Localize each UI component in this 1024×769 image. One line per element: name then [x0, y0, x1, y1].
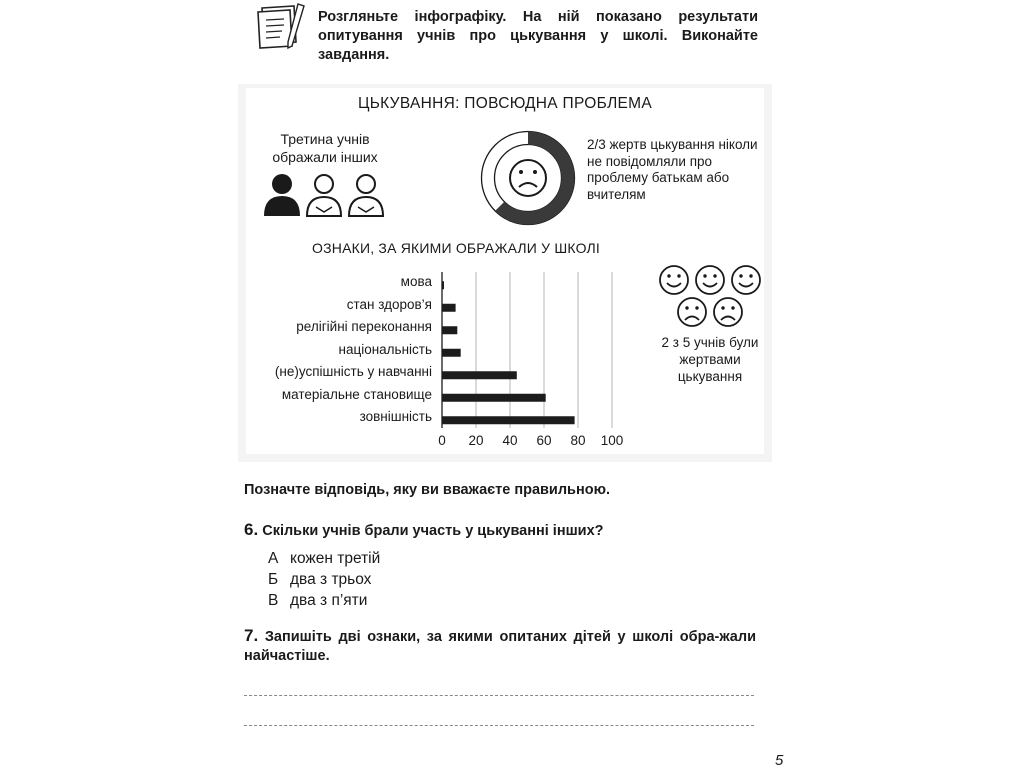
x-tick-label: 80: [570, 432, 586, 448]
category-label: зовнішність: [359, 409, 432, 424]
infographic-title: ЦЬКУВАННЯ: ПОВСЮДНА ПРОБЛЕМА: [357, 95, 653, 112]
question-6-number: 6.: [244, 520, 259, 539]
x-tick-label: 40: [502, 432, 518, 448]
x-tick-label: 0: [438, 432, 446, 448]
third-of-students-text: Третина учнів ображали інших: [272, 131, 378, 165]
x-tick-label: 100: [600, 432, 624, 448]
answer-line-2[interactable]: [244, 725, 754, 726]
option-text: кожен третій: [290, 550, 381, 567]
people-icon-group: [262, 172, 388, 218]
question-7: [244, 626, 756, 666]
question-7-number: 7.: [244, 626, 259, 645]
option-letter: В: [268, 592, 279, 609]
donut-sad-face-icon: [478, 130, 578, 226]
question-7-text: Запишіть дві ознаки, за якими опитаних дітей у школі обра-жали найчастіше.: [244, 629, 756, 664]
bar-2: [442, 326, 457, 334]
answer-option-b[interactable]: [268, 571, 371, 589]
category-label: стан здоров’я: [346, 296, 432, 312]
answer-line-1[interactable]: [244, 695, 754, 696]
page-number: 5: [775, 752, 784, 769]
bar-6: [442, 416, 575, 424]
question-6-text: Скільки учнів брали участь у цькуванні інших?: [262, 523, 604, 539]
answer-instruction: Позначте відповідь, яку ви вважаєте правильною.: [244, 482, 610, 498]
x-tick-label: 20: [468, 432, 484, 448]
option-letter: Б: [268, 571, 279, 588]
chart-title: ОЗНАКИ, ЗА ЯКИМИ ОБРАЖАЛИ У ШКОЛІ: [312, 240, 600, 256]
person-outline-icon: [349, 175, 383, 216]
person-filled-icon: [264, 174, 300, 216]
category-label: мова: [400, 274, 432, 289]
notepad-pencil-icon: [252, 2, 308, 50]
bar-0: [442, 281, 444, 289]
option-letter: А: [268, 550, 279, 567]
task-instruction: Розгляньте інфографіку. На ній показано результати опитування учнів про цькування у школі. Виконайте завдання.: [318, 9, 758, 63]
bar-3: [442, 349, 461, 357]
answer-option-a[interactable]: [268, 550, 380, 568]
answer-option-c[interactable]: [268, 592, 367, 610]
person-outline-icon: [307, 175, 341, 216]
category-label: матеріальне становище: [281, 386, 432, 402]
bullying-signs-bar-chart: [440, 268, 622, 428]
category-label: (не)успішність у навчанні: [274, 364, 432, 379]
option-text: два з п’яти: [290, 592, 368, 609]
two-of-five-text: 2 з 5 учнів були жертвами цькування: [661, 335, 759, 384]
bar-1: [442, 304, 456, 312]
smiley-faces-icon-group: [656, 264, 766, 330]
donut-text: 2/3 жертв цькування ніколи не повідомляли про проблему батькам або вчителям: [587, 137, 758, 202]
option-text: два з трьох: [290, 571, 372, 588]
category-label: релігійні переконання: [296, 319, 432, 334]
bar-5: [442, 394, 546, 402]
category-label: національність: [338, 341, 432, 357]
question-6: [244, 520, 764, 541]
x-tick-label: 60: [536, 432, 552, 448]
bar-4: [442, 371, 517, 379]
